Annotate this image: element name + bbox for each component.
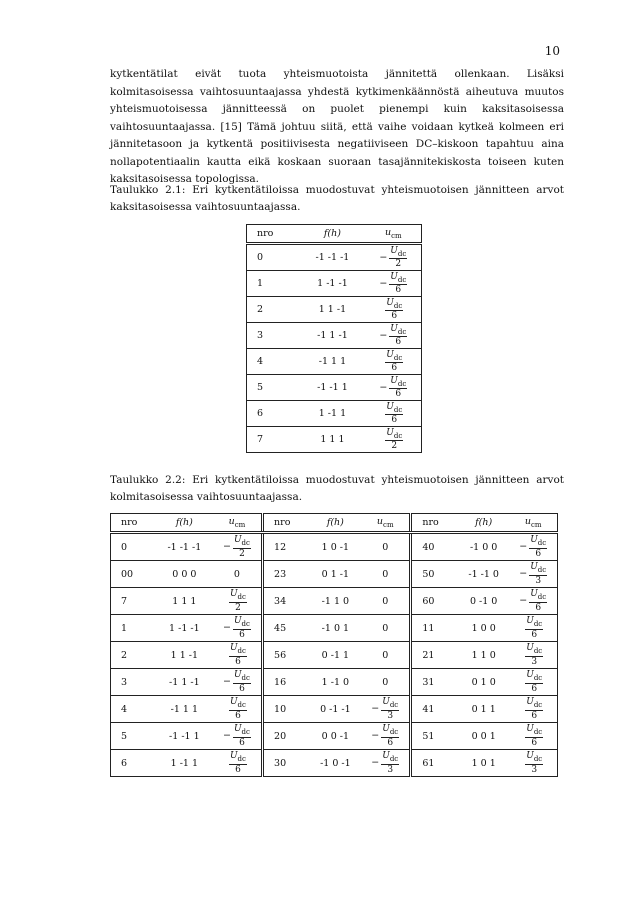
ucm-cell: [213, 533, 263, 561]
ucm-sign: −: [371, 730, 380, 742]
ucm-fraction: [379, 272, 407, 296]
nro-cell: 2: [111, 642, 156, 669]
fh-cell: 1 1 0: [458, 642, 510, 669]
ucm-fraction: [371, 751, 399, 775]
fh-cell: 1 -1 -1: [299, 271, 365, 297]
ucm-sign: −: [519, 541, 528, 553]
fraction-numerator: $U_{dc}$: [386, 297, 403, 310]
nro-cell: 5: [247, 375, 300, 401]
ucm-fraction: [223, 535, 251, 559]
fraction-denominator: 3: [387, 764, 394, 775]
ucm-sign: −: [371, 703, 380, 715]
ucm-cell: [213, 588, 263, 615]
nro-cell: 0: [257, 252, 264, 263]
fraction-stack: [525, 616, 543, 640]
fraction-stack: [229, 589, 247, 613]
ucm-cell: [509, 750, 557, 777]
nro-cell: 0: [121, 541, 128, 553]
ucm-cell: [213, 642, 263, 669]
fraction-denominator: 6: [239, 737, 245, 748]
ucm-value: 0: [382, 595, 389, 607]
ucm-value: 0: [382, 568, 389, 580]
fh-cell: 1 -1 0: [310, 669, 362, 696]
table-row: [247, 401, 422, 427]
fraction-numerator: $U_{dc}$: [229, 643, 246, 655]
fh-cell: 1 -1 -1: [156, 615, 213, 642]
fh-cell: -1 -1 -1: [167, 541, 202, 553]
fraction-stack: [525, 751, 543, 775]
nro-cell: 50: [411, 561, 458, 588]
fraction-stack: [389, 376, 407, 400]
fh-cell: -1 1 0: [310, 588, 362, 615]
ucm-cell: [361, 615, 411, 642]
ucm-fraction: [371, 697, 399, 721]
fraction-stack: [389, 324, 407, 348]
ucm-fraction: [379, 324, 407, 348]
fh-cell: 0 0 1: [458, 723, 510, 750]
table-row: [111, 750, 558, 777]
ucm-cell: [366, 323, 422, 349]
ucm-fraction: [523, 697, 543, 721]
fraction-numerator: $U_{dc}$: [386, 427, 403, 440]
fh-cell: 1 0 0: [458, 615, 510, 642]
header-ucm: $u_{cm}$: [509, 514, 557, 533]
fraction-stack: [529, 535, 547, 559]
fraction-stack: [529, 562, 547, 586]
ucm-cell: [213, 696, 263, 723]
ucm-fraction: [227, 589, 247, 613]
fh-cell: -1 1 1: [156, 696, 213, 723]
ucm-cell: [361, 669, 411, 696]
ucm-sign: −: [222, 730, 231, 742]
fraction-numerator: $U_{dc}$: [526, 751, 543, 763]
fraction-stack: [229, 643, 247, 667]
fraction-numerator: $U_{dc}$: [382, 697, 399, 709]
ucm-fraction: [227, 751, 247, 775]
fraction-stack: [525, 670, 543, 694]
ucm-sign: −: [371, 757, 380, 769]
fraction-denominator: 6: [391, 363, 398, 374]
fh-cell: 1 -1 1: [156, 750, 213, 777]
header-fh: f(h): [310, 514, 362, 533]
ucm-sign: −: [222, 622, 231, 634]
ucm-sign: −: [222, 676, 231, 688]
table-row: [111, 615, 558, 642]
fh-cell: -1 -1 0: [458, 561, 510, 588]
fh-cell: -1 0 1: [310, 615, 362, 642]
header-fh: f(h): [458, 514, 510, 533]
fraction-numerator: $U_{dc}$: [526, 697, 543, 709]
fraction-numerator: $U_{dc}$: [390, 245, 407, 258]
fh-cell: -1 -1 1: [299, 375, 365, 401]
ucm-fraction: [519, 589, 547, 613]
ucm-fraction: [223, 616, 251, 640]
ucm-cell: [509, 669, 557, 696]
fraction-numerator: $U_{dc}$: [386, 349, 403, 362]
fh-cell: 0 1 0: [458, 669, 510, 696]
ucm-cell: [366, 427, 422, 453]
ucm-fraction: [379, 376, 407, 400]
table-row: [247, 244, 422, 271]
ucm-cell: [361, 723, 411, 750]
fraction-stack: [233, 616, 251, 640]
fraction-numerator: $U_{dc}$: [382, 724, 399, 736]
ucm-fraction: [383, 298, 403, 322]
fh-cell: 1 1 -1: [156, 642, 213, 669]
fh-cell: 1 0 -1: [321, 541, 350, 553]
table-row: [247, 375, 422, 401]
ucm-fraction: [227, 643, 247, 667]
nro-cell: 10: [263, 696, 310, 723]
ucm-fraction: [383, 402, 403, 426]
nro-cell: 45: [263, 615, 310, 642]
fraction-denominator: 6: [235, 710, 241, 721]
fh-cell: 0 1 1: [458, 696, 510, 723]
ucm-cell: [213, 750, 263, 777]
table-row: [111, 696, 558, 723]
nro-cell: 12: [263, 533, 310, 561]
fraction-numerator: $U_{dc}$: [229, 697, 246, 709]
fraction-stack: [525, 697, 543, 721]
ucm-sign: −: [519, 568, 528, 580]
ucm-value: 0: [382, 676, 389, 688]
fraction-stack: [381, 697, 399, 721]
fh-cell: 1 0 1: [458, 750, 510, 777]
ucm-cell: [361, 750, 411, 777]
fh-cell: 1 1 -1: [299, 297, 365, 323]
ucm-fraction: [523, 616, 543, 640]
fraction-numerator: $U_{dc}$: [390, 323, 407, 336]
ucm-value: 0: [233, 568, 240, 580]
table-row: [247, 427, 422, 453]
fraction-numerator: $U_{dc}$: [382, 751, 399, 763]
fh-cell: -1 0 0: [469, 541, 498, 553]
fh-cell: 0 0 0: [156, 561, 213, 588]
nro-cell: 7: [247, 427, 300, 453]
fraction-numerator: $U_{dc}$: [390, 271, 407, 284]
fraction-denominator: 2: [391, 441, 398, 452]
fh-cell: 0 1 -1: [310, 561, 362, 588]
fh-cell: 0 -1 -1: [310, 696, 362, 723]
fraction-denominator: 2: [395, 259, 402, 270]
fraction-denominator: 6: [531, 710, 538, 721]
nro-cell: 11: [411, 615, 458, 642]
header-ucm: $u_{cm}$: [366, 225, 422, 244]
ucm-cell: [509, 588, 557, 615]
fraction-stack: [385, 428, 403, 452]
fraction-denominator: 6: [235, 764, 241, 775]
ucm-cell: [366, 271, 422, 297]
fraction-denominator: 6: [531, 683, 538, 694]
ucm-fraction: [223, 670, 251, 694]
ucm-fraction: [383, 428, 403, 452]
fraction-denominator: 3: [531, 656, 538, 667]
fraction-stack: [381, 724, 399, 748]
ucm-sign: −: [379, 381, 388, 393]
fraction-stack: [229, 751, 247, 775]
fraction-stack: [385, 350, 403, 374]
ucm-cell: [509, 696, 557, 723]
fraction-numerator: $U_{dc}$: [229, 751, 246, 763]
ucm-sign: −: [379, 251, 388, 263]
nro-cell: 20: [263, 723, 310, 750]
ucm-fraction: [523, 670, 543, 694]
fraction-denominator: 6: [239, 683, 245, 694]
fraction-numerator: $U_{dc}$: [526, 724, 543, 736]
fraction-numerator: $U_{dc}$: [530, 562, 547, 574]
header-ucm: $u_{cm}$: [361, 514, 411, 533]
fraction-numerator: $U_{dc}$: [526, 616, 543, 628]
fraction-numerator: $U_{dc}$: [526, 643, 543, 655]
fraction-denominator: 6: [531, 737, 538, 748]
fh-cell: 1 1 1: [156, 588, 213, 615]
table2-header-row: [111, 514, 558, 533]
table-row: [111, 669, 558, 696]
ucm-value: 0: [382, 622, 389, 634]
fh-cell: 0 -1 1: [310, 642, 362, 669]
fraction-numerator: $U_{dc}$: [526, 670, 543, 682]
fraction-denominator: 6: [391, 311, 398, 322]
ucm-cell: [361, 533, 411, 561]
nro-cell: 40: [411, 533, 458, 561]
fh-cell: 1 -1 1: [299, 401, 365, 427]
ucm-sign: −: [222, 541, 231, 553]
table-row: [111, 533, 558, 561]
header-nro: nro: [111, 514, 156, 533]
header-fh: f(h): [299, 225, 365, 244]
fraction-denominator: 6: [235, 656, 241, 667]
fraction-denominator: 6: [535, 548, 542, 559]
ucm-cell: [213, 669, 263, 696]
fraction-denominator: 3: [535, 575, 542, 586]
nro-cell: 6: [111, 750, 156, 777]
fraction-numerator: $U_{dc}$: [530, 589, 547, 601]
fh-cell: -1 -1 -1: [315, 252, 350, 263]
fraction-denominator: 3: [387, 710, 394, 721]
fh-cell: 0 0 -1: [310, 723, 362, 750]
nro-cell: 5: [111, 723, 156, 750]
nro-cell: 2: [247, 297, 300, 323]
fraction-stack: [385, 402, 403, 426]
ucm-cell: [366, 349, 422, 375]
fraction-numerator: $U_{dc}$: [233, 670, 250, 682]
nro-cell: 56: [263, 642, 310, 669]
header-fh: f(h): [156, 514, 213, 533]
fraction-denominator: 6: [531, 629, 538, 640]
fh-cell: -1 1 1: [299, 349, 365, 375]
nro-cell: 3: [111, 669, 156, 696]
fraction-numerator: $U_{dc}$: [386, 401, 403, 414]
header-nro: nro: [247, 225, 300, 244]
fraction-stack: [525, 643, 543, 667]
fh-cell: 1 1 1: [299, 427, 365, 453]
fraction-denominator: 6: [239, 629, 245, 640]
ucm-fraction: [523, 751, 543, 775]
ucm-cell: [509, 561, 557, 588]
ucm-cell: [509, 723, 557, 750]
table-row: [111, 642, 558, 669]
nro-cell: 60: [411, 588, 458, 615]
table-row: [111, 588, 558, 615]
fraction-stack: [525, 724, 543, 748]
fraction-numerator: $U_{dc}$: [233, 616, 250, 628]
table-row: [247, 271, 422, 297]
nro-cell: 61: [411, 750, 458, 777]
ucm-fraction: [371, 724, 399, 748]
fraction-denominator: 6: [395, 285, 402, 296]
body-paragraph: kytkentätilat eivät tuota yhteismuotoista jännitettä ollenkaan. Lisäksi kolmitasoisessa vaihtosuuntaajassa yhdestä kytkimenkäännöstä aiheutuva muutos yhteismuotoisessa jännitteessä on puolet pienempi kuin kaksitasoisessa vaihtosuuntaajassa. [15] Tämä johtuu siitä, että vaihe voidaan kytkeä kolmeen eri jännitetasoon ja kytkentä positiivisesta negatiiviseen DC–kiskoon tapahtuu aina nollapotentiaalin kautta eikä koskaan suoraan tasajännitekiskosta toiseen kuten kaksitasoisessa topologissa.: [110, 68, 564, 185]
ucm-value: 0: [382, 541, 389, 553]
nro-cell: 4: [111, 696, 156, 723]
table-row: [247, 349, 422, 375]
ucm-cell: [361, 642, 411, 669]
nro-cell: 3: [247, 323, 300, 349]
table-row: [111, 723, 558, 750]
nro-cell: 23: [263, 561, 310, 588]
page-number: 10: [544, 44, 560, 58]
nro-cell: 30: [263, 750, 310, 777]
ucm-sign: −: [379, 329, 388, 341]
fraction-stack: [229, 697, 247, 721]
table2-caption: Taulukko 2.2: Eri kytkentätiloissa muodostuvat yhteismuotoisen jännitteen arvot kolmitasoisessa vaihtosuuntaajassa.: [110, 474, 564, 503]
table1-header-row: [247, 225, 422, 244]
nro-cell: 51: [411, 723, 458, 750]
nro-cell: 16: [263, 669, 310, 696]
fraction-numerator: $U_{dc}$: [233, 535, 250, 547]
fraction-denominator: 6: [395, 389, 402, 400]
ucm-value: 0: [382, 649, 389, 661]
ucm-cell: [361, 588, 411, 615]
ucm-fraction: [223, 724, 251, 748]
ucm-cell: [509, 533, 557, 561]
fraction-stack: [233, 670, 251, 694]
table-row: [247, 297, 422, 323]
fh-cell: 0 -1 0: [458, 588, 510, 615]
nro-cell: 21: [411, 642, 458, 669]
fraction-stack: [381, 751, 399, 775]
nro-cell: 1: [111, 615, 156, 642]
fh-cell: -1 0 -1: [310, 750, 362, 777]
fraction-stack: [529, 589, 547, 613]
ucm-cell: [366, 244, 422, 271]
ucm-cell: [366, 375, 422, 401]
fraction-denominator: 6: [391, 415, 398, 426]
fraction-denominator: 2: [235, 602, 241, 613]
fraction-stack: [385, 298, 403, 322]
ucm-fraction: [383, 350, 403, 374]
fraction-denominator: 6: [387, 737, 394, 748]
nro-cell: 4: [247, 349, 300, 375]
ucm-fraction: [227, 697, 247, 721]
ucm-cell: [366, 297, 422, 323]
header-nro: nro: [263, 514, 310, 533]
fraction-stack: [389, 272, 407, 296]
ucm-cell: [213, 615, 263, 642]
nro-cell: 7: [111, 588, 156, 615]
ucm-cell: [509, 642, 557, 669]
fraction-denominator: 6: [535, 602, 542, 613]
header-ucm: $u_{cm}$: [213, 514, 263, 533]
table1: [246, 224, 422, 453]
ucm-fraction: [379, 246, 407, 270]
ucm-cell: [361, 696, 411, 723]
header-nro: nro: [411, 514, 458, 533]
fraction-stack: [233, 724, 251, 748]
fraction-stack: [233, 535, 251, 559]
fraction-stack: [389, 246, 407, 270]
ucm-fraction: [519, 535, 547, 559]
fraction-denominator: 2: [239, 548, 245, 559]
ucm-fraction: [519, 562, 547, 586]
ucm-sign: −: [379, 277, 388, 289]
table-row: [247, 323, 422, 349]
nro-cell: 31: [411, 669, 458, 696]
fraction-numerator: $U_{dc}$: [390, 375, 407, 388]
fh-cell: -1 -1 1: [156, 723, 213, 750]
nro-cell: 00: [111, 561, 156, 588]
ucm-cell: [361, 561, 411, 588]
table-row: [111, 561, 558, 588]
fraction-denominator: 6: [395, 337, 402, 348]
ucm-sign: −: [519, 595, 528, 607]
fraction-numerator: $U_{dc}$: [229, 589, 246, 601]
table1-caption: Taulukko 2.1: Eri kytkentätiloissa muodostuvat yhteismuotoisen jännitteen arvot kaksitasoisessa vaihtosuuntaajassa.: [110, 184, 564, 213]
fh-cell: -1 1 -1: [299, 323, 365, 349]
ucm-fraction: [523, 643, 543, 667]
ucm-cell: [509, 615, 557, 642]
nro-cell: 6: [247, 401, 300, 427]
ucm-cell: [213, 723, 263, 750]
ucm-fraction: [523, 724, 543, 748]
fh-cell: -1 1 -1: [156, 669, 213, 696]
nro-cell: 41: [411, 696, 458, 723]
fraction-numerator: $U_{dc}$: [530, 535, 547, 547]
ucm-cell: [366, 401, 422, 427]
nro-cell: 1: [247, 271, 300, 297]
fraction-numerator: $U_{dc}$: [233, 724, 250, 736]
fraction-denominator: 3: [531, 764, 538, 775]
ucm-cell: [213, 561, 263, 588]
table2: [110, 513, 558, 777]
nro-cell: 34: [263, 588, 310, 615]
